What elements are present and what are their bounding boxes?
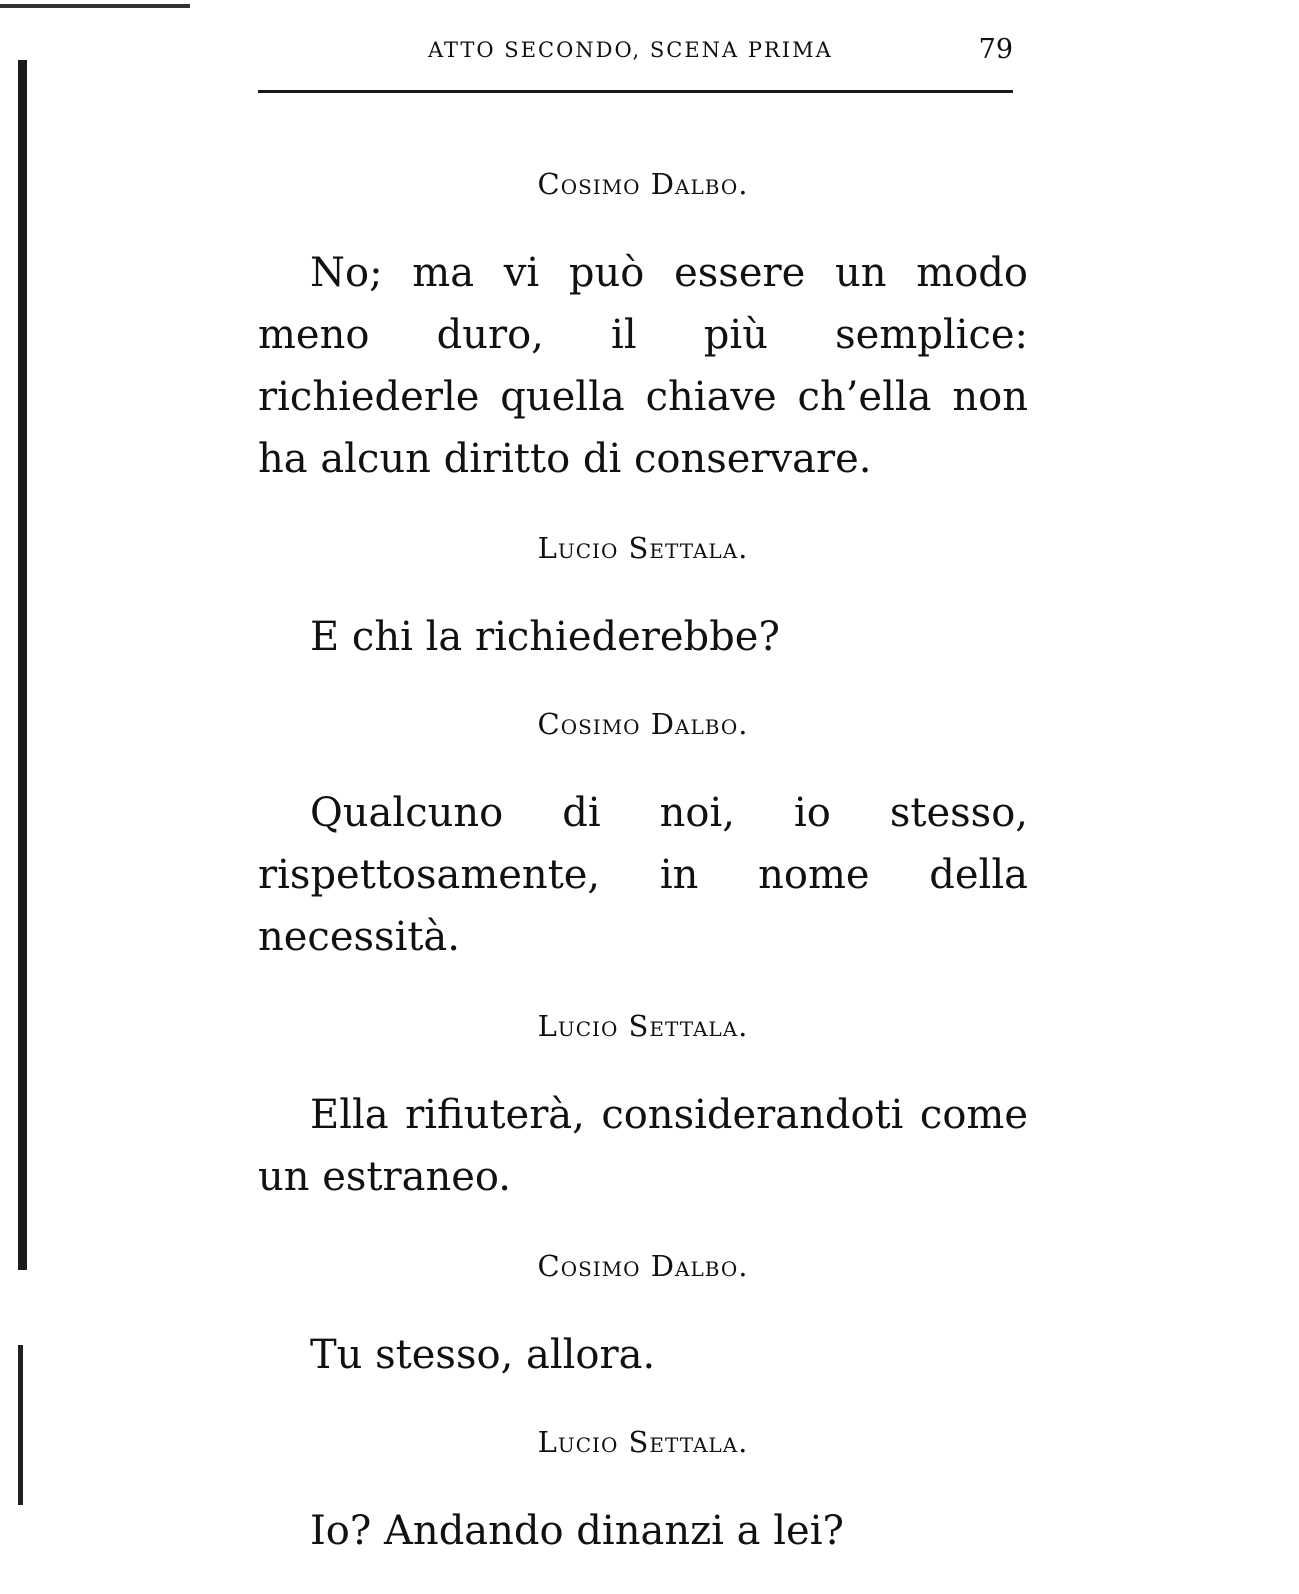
page-header xyxy=(258,34,1013,74)
page-number: 79 xyxy=(978,34,1013,65)
speaker-name: Cosimo Dalbo. xyxy=(537,167,749,201)
scan-binding-edge xyxy=(18,60,27,1270)
speech-line: No; ma vi può essere un modo meno duro, il più semplice: richiederle quella chiave ch’ella non ha alcun diritto di conservare. xyxy=(258,250,1028,482)
speech-line: Ella rifiuterà, considerandoti come un estraneo. xyxy=(258,1092,1028,1200)
speaker-name: Cosimo Dalbo. xyxy=(537,1249,749,1283)
speech-line: Tu stesso, allora. xyxy=(310,1332,656,1378)
speaker-name: Lucio Settala. xyxy=(537,1009,749,1043)
speaker-name: Cosimo Dalbo. xyxy=(537,707,749,741)
speech-line: Io? Andando dinanzi a lei? xyxy=(310,1508,844,1554)
speaker-name: Lucio Settala. xyxy=(537,531,749,565)
scan-artifact-top xyxy=(0,4,190,8)
dialogue-body xyxy=(258,160,1028,1594)
scan-binding-edge-lower xyxy=(18,1345,23,1505)
speaker-name: Lucio Settala. xyxy=(537,1425,749,1459)
speech-line: E chi la richiederebbe? xyxy=(310,614,780,660)
running-head: ATTO SECONDO, SCENA PRIMA xyxy=(428,38,833,62)
speech-line: Qualcuno di noi, io stesso, rispettosamente, in nome della necessità. xyxy=(258,790,1028,960)
header-rule xyxy=(258,90,1013,93)
